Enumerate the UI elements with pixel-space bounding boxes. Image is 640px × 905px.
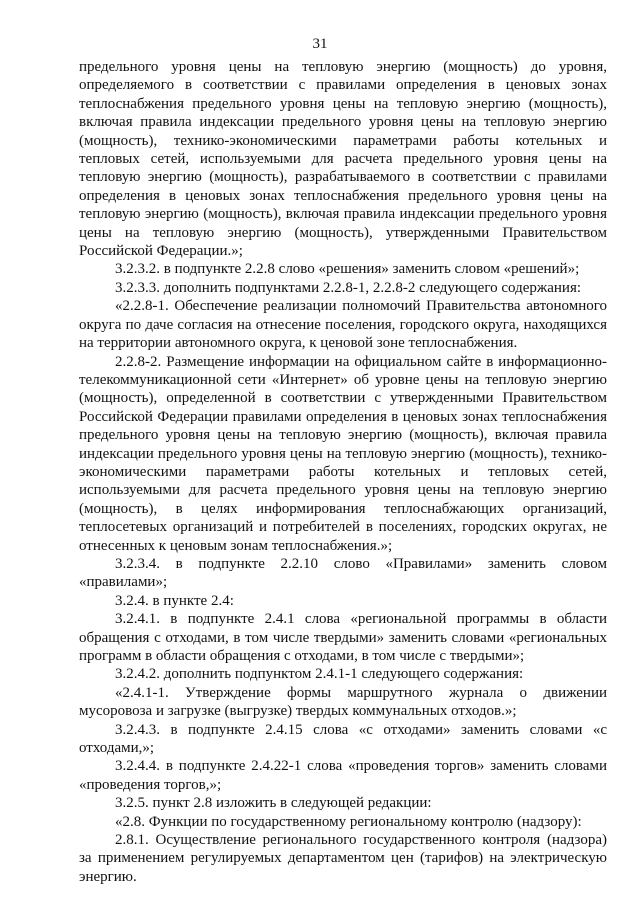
paragraph: 3.2.5. пункт 2.8 изложить в следующей редакции: bbox=[115, 795, 432, 812]
paragraph: 3.2.4. в пункте 2.4: bbox=[115, 592, 234, 609]
paragraph: 3.2.4.2. дополнить подпунктом 2.4.1-1 следующего содержания: bbox=[115, 666, 524, 683]
page-number: 31 bbox=[312, 36, 328, 52]
paragraph: «2.2.8-1. Обеспечение реализации полномочий Правительства автономного округа по даче согласия на отнесение поселения, городского округа, находящихся на территории автономного округа, к ценовой зоне теплоснабжения. bbox=[79, 298, 607, 352]
paragraph: предельного уровня цены на тепловую энергию (мощность) до уровня, определяемого в соответствии с правилами определения в ценовых зонах теплоснабжения предельного уровня цены на тепловую энергию (мощность), включая правила индексации предельного уровня цены на тепловую энергию (мощность), технико-экономическими параметрами работы котельных и тепловых сетей, используемыми для расчета предельного уровня цены на тепловую энергию (мощность), разрабатываемого в соответствии с правилами определения в ценовых зонах теплоснабжения предельного уровня цены на тепловую энергию (мощность), включая правила индексации предельного уровня цены на тепловую энергию (мощность), утвержденными Правительством Российской Федерации.»; bbox=[79, 59, 607, 260]
document-body bbox=[79, 58, 607, 886]
paragraph: 3.2.3.4. в подпункте 2.2.10 слово «Правилами» заменить словом «правилами»; bbox=[79, 555, 607, 591]
paragraph: 3.2.3.3. дополнить подпунктами 2.2.8-1, 2.2.8-2 следующего содержания: bbox=[115, 279, 582, 296]
paragraph: «2.4.1-1. Утверждение формы маршрутного журнала о движении мусоровоза и загрузке (выгрузке) твердых коммунальных отходов.»; bbox=[79, 684, 607, 720]
paragraph: 3.2.4.4. в подпункте 2.4.22-1 слова «проведения торгов» заменить словами «проведения торгов,»; bbox=[79, 758, 607, 793]
paragraph: 3.2.3.2. в подпункте 2.2.8 слово «решения» заменить словом «решений»; bbox=[115, 261, 580, 278]
paragraph: 3.2.4.1. в подпункте 2.4.1 слова «региональной программы в области обращения с отходами, в том числе твердыми» заменить словами «региональных программ в области обращения с отходами, в том числе с твердыми»; bbox=[79, 611, 607, 664]
paragraph: 2.8.1. Осуществление регионального государственного контроля (надзора) за применением регулируемых департаментом цен (тарифов) на электрическую энергию. bbox=[79, 832, 607, 885]
paragraph: 3.2.4.3. в подпункте 2.4.15 слова «с отходами» заменить словами «с отходами,»; bbox=[79, 721, 607, 757]
paragraph: «2.8. Функции по государственному региональному контролю (надзору): bbox=[115, 813, 582, 830]
paragraph: 2.2.8-2. Размещение информации на официальном сайте в информационно-телекоммуникационной сети «Интернет» об уровне цены на тепловую энергию (мощность), определенной в соответствии с утвержденными Правительством Российской Федерации правилами определения в ценовых зонах теплоснабжения предельного уровня цены на тепловую энергию (мощность), включая правила индексации предельного уровня цены на тепловую энергию (мощность), технико-экономическими параметрами работы котельных и тепловых сетей, используемыми для расчета предельного уровня цены на тепловую энергию (мощность), в целях информирования теплоснабжающих организаций, теплосетевых организаций и потребителей в поселениях, городских округах, не отнесенных к ценовым зонам теплоснабжения.»; bbox=[79, 353, 607, 554]
